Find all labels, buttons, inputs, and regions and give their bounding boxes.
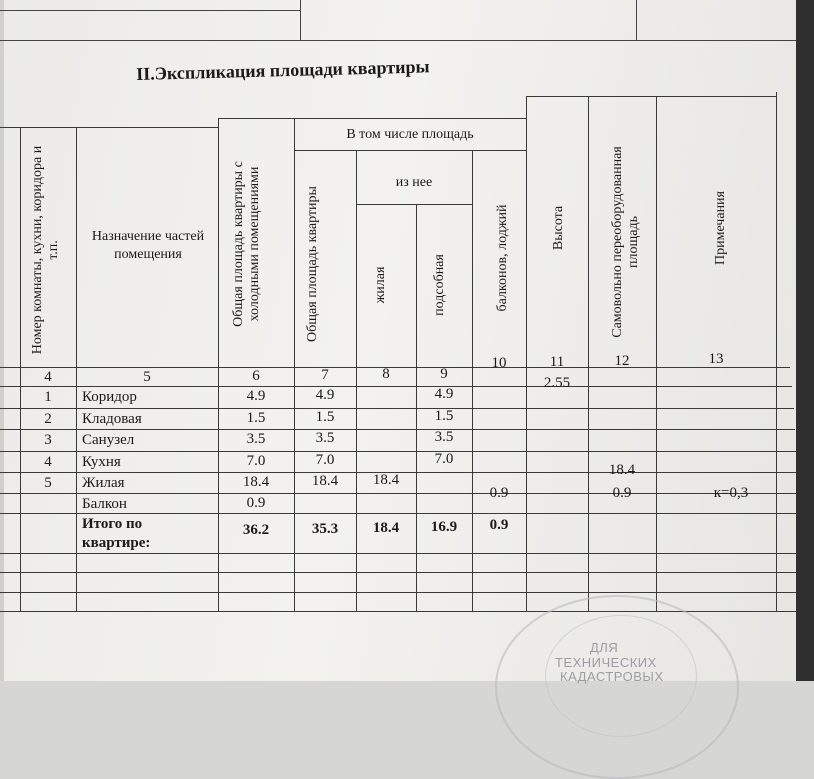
grid-line — [0, 513, 799, 514]
header-including-area: В том числе площадь — [346, 127, 474, 142]
aux-value: 1.5 — [434, 408, 454, 424]
aux-value: 7.0 — [434, 451, 454, 467]
header-balconies: балконов, лоджий — [495, 204, 510, 312]
stamp-text: ДЛЯ — [590, 640, 619, 655]
column-number: 10 — [491, 355, 507, 371]
total-value: 4.9 — [315, 387, 335, 403]
grid-line — [472, 150, 473, 611]
aux-sum: 16.9 — [430, 519, 458, 535]
note-value: к=0,3 — [713, 485, 749, 501]
header-notes: Примечания — [713, 191, 728, 266]
living-sum: 18.4 — [372, 520, 400, 536]
column-number: 9 — [440, 366, 448, 382]
row-number: 5 — [44, 475, 52, 491]
page-edge-right — [796, 0, 814, 681]
room-name: Коридор — [82, 389, 137, 405]
grid-line — [526, 96, 527, 611]
grid-line — [0, 572, 800, 573]
grid-line — [0, 408, 794, 409]
grid-line — [0, 127, 218, 128]
grid-line — [0, 429, 795, 430]
room-name: Санузел — [82, 432, 135, 448]
total-cold-value: 1.5 — [246, 410, 266, 426]
total-cold-value: 7.0 — [246, 453, 266, 469]
header-total-apartment: Общая площадь квартиры — [305, 186, 320, 342]
total-value: 3.5 — [315, 430, 335, 446]
room-name: Кладовая — [82, 411, 142, 427]
column-number: 5 — [143, 369, 151, 385]
row-number: 4 — [44, 454, 52, 470]
header-living: жилая — [373, 266, 388, 304]
row-number: 3 — [44, 432, 52, 448]
header-room-number: Номер комнаты, кухни, коридора и т.п. — [30, 145, 62, 355]
total-cold-value: 3.5 — [246, 431, 266, 447]
grid-line — [776, 92, 777, 611]
column-number: 12 — [614, 353, 630, 369]
grid-line — [0, 386, 792, 387]
total-sum: 35.3 — [311, 521, 339, 537]
room-name: Жилая — [82, 475, 125, 491]
column-number: 4 — [44, 369, 52, 385]
total-value: 7.0 — [315, 452, 335, 468]
aux-value: 4.9 — [434, 386, 454, 402]
grid-line — [0, 592, 800, 593]
grid-line — [526, 96, 776, 97]
grid-line — [294, 150, 526, 151]
self-reequipped-value: 0.9 — [612, 485, 632, 501]
column-number: 13 — [708, 351, 724, 367]
row-number: 2 — [44, 411, 52, 427]
room-name: Балкон — [82, 496, 127, 512]
stamp-text: КАДАСТРОВЫХ — [560, 669, 664, 684]
total-value: 1.5 — [315, 409, 335, 425]
grid-line — [76, 127, 77, 611]
total-label: квартире: — [82, 535, 151, 551]
total-cold-value: 4.9 — [246, 388, 266, 404]
stamp-text: ТЕХНИЧЕСКИХ — [555, 655, 657, 670]
column-number: 7 — [321, 367, 329, 383]
header-total-with-cold: Общая площадь квартиры с холодными помещениями — [231, 161, 263, 327]
total-cold-sum: 36.2 — [242, 522, 270, 538]
room-name: Кухня — [82, 454, 121, 470]
total-cold-value: 0.9 — [246, 495, 266, 511]
header-of-which: из нее — [395, 175, 433, 190]
column-number: 6 — [252, 368, 260, 384]
grid-line — [0, 451, 796, 452]
header-self-reequipped: Самовольно переоборудованная площадь — [610, 146, 642, 338]
header-auxiliary: подсобная — [432, 254, 447, 316]
grid-line — [294, 118, 295, 611]
header-height: Высота — [551, 205, 566, 251]
living-value: 18.4 — [372, 472, 400, 488]
grid-line — [356, 204, 472, 205]
page-title: II.Экспликация площади квартиры — [136, 56, 430, 84]
self-reequipped-value: 18.4 — [608, 462, 636, 478]
total-cold-value: 18.4 — [242, 474, 270, 490]
grid-line — [0, 553, 800, 554]
grid-line — [20, 127, 21, 611]
total-value: 18.4 — [311, 473, 339, 489]
row-number: 1 — [44, 389, 52, 405]
balcony-sum: 0.9 — [489, 517, 509, 533]
column-number: 8 — [382, 366, 390, 382]
grid-line — [218, 118, 526, 119]
total-label: Итого по — [82, 516, 143, 532]
column-number: 11 — [549, 354, 565, 370]
height-value: 2.55 — [543, 375, 571, 391]
grid-line — [416, 204, 417, 611]
header-purpose: Назначение частей помещения — [91, 229, 205, 262]
balcony-value: 0.9 — [489, 485, 509, 501]
aux-value: 3.5 — [434, 429, 454, 445]
